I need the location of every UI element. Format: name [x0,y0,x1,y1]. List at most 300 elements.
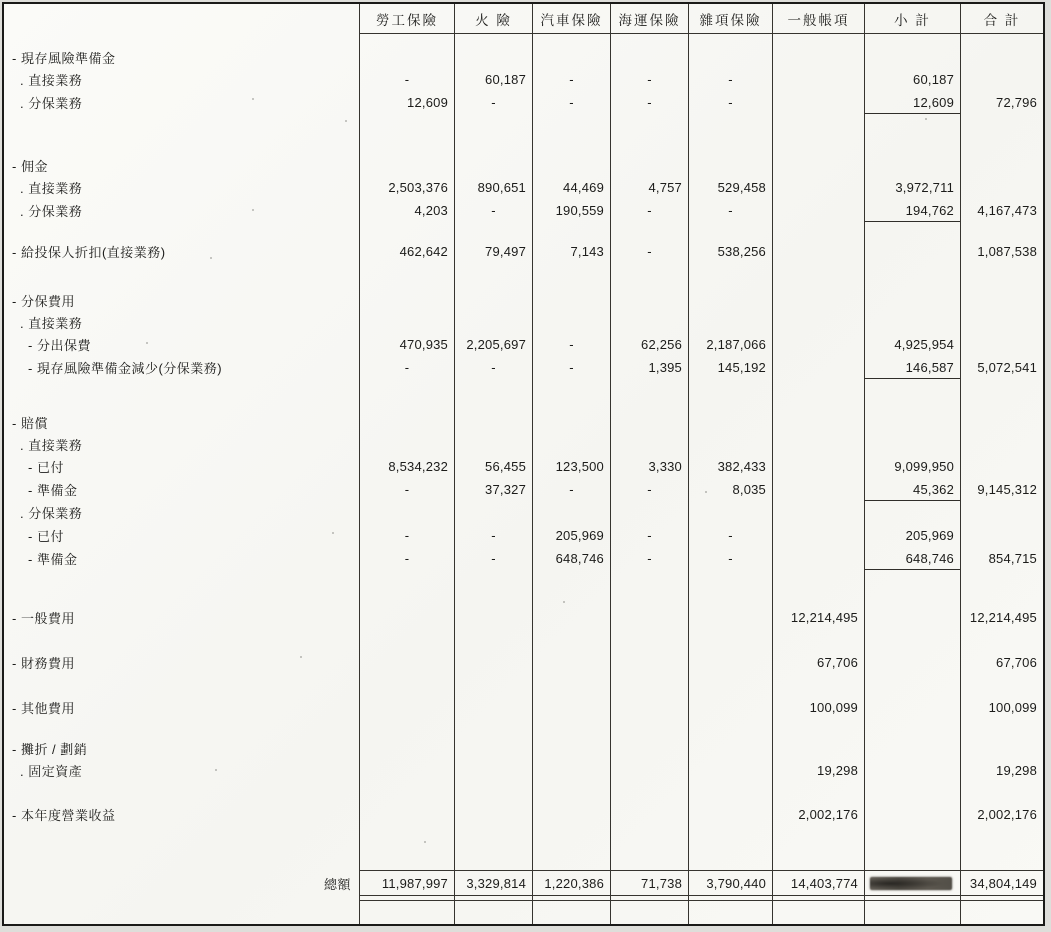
data-cell: 45,362 [864,478,960,501]
data-cell [960,333,1043,356]
data-cell: - [610,240,688,263]
data-cell [772,379,864,411]
data-cell [772,570,864,606]
data-cell [960,781,1043,803]
data-cell [772,222,864,240]
data-cell [772,433,864,455]
data-cell [772,719,864,737]
data-cell [960,176,1043,199]
data-cell [688,379,772,411]
data-cell: - [688,68,772,91]
data-cell [610,570,688,606]
scan-speck [146,342,148,344]
data-cell: 44,469 [532,176,610,199]
data-cell [454,379,532,411]
data-cell [688,433,772,455]
data-cell [960,524,1043,547]
row-label: - 攤折 / 劃銷 [12,741,88,757]
data-cell [359,433,454,455]
data-cell: 12,214,495 [960,606,1043,629]
data-cell [688,311,772,333]
data-cell [532,674,610,696]
data-cell: 19,298 [960,759,1043,781]
data-cell: - [610,91,688,114]
data-cell [688,651,772,674]
data-cell [532,379,610,411]
data-cell: 648,746 [864,547,960,570]
data-cell [359,222,454,240]
data-cell: - [359,68,454,91]
data-cell: 205,969 [864,524,960,547]
data-cell: - [610,199,688,222]
total-cell: 34,804,149 [960,870,1043,896]
data-cell [960,826,1043,870]
data-cell [864,154,960,176]
data-cell [610,501,688,524]
data-cell: 123,500 [532,455,610,478]
data-cell: - [610,68,688,91]
data-cell [772,524,864,547]
data-cell [610,629,688,651]
scan-speck [215,769,217,771]
data-cell [454,46,532,68]
data-cell [532,433,610,455]
row-label: . 直接業務 [20,181,83,196]
data-cell [610,289,688,311]
data-cell [532,803,610,826]
data-cell [454,411,532,433]
data-cell [359,781,454,803]
data-cell [532,154,610,176]
row-label: . 直接業務 [20,315,83,331]
document-page [2,2,1045,926]
data-cell: 19,298 [772,759,864,781]
data-cell: 4,757 [610,176,688,199]
data-cell [960,46,1043,68]
data-cell [610,263,688,289]
data-cell [864,222,960,240]
data-cell [960,289,1043,311]
total-cell: 3,790,440 [688,870,772,896]
data-cell [359,46,454,68]
data-cell: - [359,524,454,547]
data-cell [864,759,960,781]
data-cell [610,411,688,433]
data-cell [359,696,454,719]
data-cell [772,240,864,263]
data-cell: - [688,524,772,547]
data-cell [688,803,772,826]
data-cell [532,263,610,289]
scan-speck [705,491,707,493]
data-cell [610,803,688,826]
data-cell [864,379,960,411]
data-cell [960,455,1043,478]
data-cell: 1,087,538 [960,240,1043,263]
data-cell [688,606,772,629]
data-cell: 67,706 [960,651,1043,674]
row-label: . 直接業務 [20,73,83,88]
scan-speck [252,98,254,100]
data-cell [772,781,864,803]
data-cell [532,719,610,737]
data-cell: 79,497 [454,240,532,263]
row-label: 總額 [323,876,351,892]
row-label [4,34,359,46]
data-cell [688,34,772,46]
data-cell [772,629,864,651]
row-label: - 一般費用 [12,611,75,626]
data-cell [960,433,1043,455]
table-corner-cell [4,4,359,34]
data-cell: - [610,478,688,501]
row-label [4,719,359,737]
data-cell [960,222,1043,240]
row-label: . 分保業務 [20,204,83,219]
data-cell [532,901,610,924]
data-cell: 62,256 [610,333,688,356]
row-label: . 分保業務 [20,506,83,521]
data-cell [532,46,610,68]
data-cell [864,501,960,524]
data-cell [454,222,532,240]
data-cell [454,719,532,737]
data-cell [864,411,960,433]
data-cell: 60,187 [454,68,532,91]
row-label [4,826,359,870]
data-cell: 7,143 [532,240,610,263]
data-cell [454,901,532,924]
data-cell [772,356,864,379]
data-cell [864,719,960,737]
data-cell [772,501,864,524]
data-cell [688,114,772,154]
data-cell [960,311,1043,333]
data-cell [454,826,532,870]
data-cell [960,411,1043,433]
data-cell [772,114,864,154]
data-cell [864,737,960,759]
data-cell: 2,002,176 [960,803,1043,826]
data-cell [359,154,454,176]
data-cell [688,696,772,719]
data-cell: 2,002,176 [772,803,864,826]
data-cell: - [688,547,772,570]
data-cell [772,333,864,356]
row-label: - 已付 [28,460,64,475]
data-cell [688,222,772,240]
row-label: . 分保業務 [20,96,83,111]
data-cell [359,606,454,629]
data-cell [359,719,454,737]
data-cell [359,289,454,311]
data-cell [454,674,532,696]
row-label [4,263,359,289]
data-cell [610,34,688,46]
data-cell [454,433,532,455]
scan-speck [345,120,347,122]
data-cell [772,46,864,68]
scan-speck [424,841,426,843]
data-cell: 3,972,711 [864,176,960,199]
column-header: 汽車保險 [532,4,610,34]
data-cell: 462,642 [359,240,454,263]
row-label: . 固定資產 [20,763,83,779]
data-cell [359,501,454,524]
data-cell [532,289,610,311]
data-cell [454,570,532,606]
data-cell [532,781,610,803]
data-cell [359,114,454,154]
data-cell [960,34,1043,46]
data-cell: - [454,91,532,114]
data-cell: 145,192 [688,356,772,379]
data-cell [532,570,610,606]
data-cell: 9,145,312 [960,478,1043,501]
column-header: 小 計 [864,4,960,34]
data-cell [610,696,688,719]
data-cell: 2,205,697 [454,333,532,356]
data-cell [864,240,960,263]
data-cell [688,781,772,803]
column-header: 火 險 [454,4,532,34]
data-cell [864,629,960,651]
column-header: 一般帳項 [772,4,864,34]
data-cell [359,570,454,606]
data-cell [864,433,960,455]
data-cell: 9,099,950 [864,455,960,478]
data-cell: 1,395 [610,356,688,379]
data-cell: 100,099 [960,696,1043,719]
data-cell [359,411,454,433]
scan-speck [925,118,927,120]
data-cell: - [359,547,454,570]
data-cell [688,501,772,524]
data-cell [532,34,610,46]
data-cell [454,606,532,629]
data-cell [772,411,864,433]
data-cell: 67,706 [772,651,864,674]
data-cell: - [454,547,532,570]
data-cell [359,629,454,651]
data-cell: 854,715 [960,547,1043,570]
data-cell [864,570,960,606]
data-cell [688,826,772,870]
data-cell [610,901,688,924]
data-cell: 4,203 [359,199,454,222]
data-cell: 56,455 [454,455,532,478]
data-cell: 2,187,066 [688,333,772,356]
data-cell: 382,433 [688,455,772,478]
data-cell [772,901,864,924]
data-cell [532,696,610,719]
total-cell: 1,220,386 [532,870,610,896]
data-cell [359,379,454,411]
data-cell [532,222,610,240]
scan-speck [332,532,334,534]
row-label [4,674,359,696]
data-cell [532,311,610,333]
data-cell [864,803,960,826]
data-cell [864,674,960,696]
data-cell [864,34,960,46]
data-cell [454,154,532,176]
data-cell [532,826,610,870]
data-cell [864,826,960,870]
row-label [4,781,359,803]
data-cell [532,501,610,524]
data-cell [772,176,864,199]
data-cell [688,46,772,68]
data-cell: - [688,199,772,222]
data-cell [864,781,960,803]
row-label [4,379,359,411]
data-cell: 72,796 [960,91,1043,114]
data-cell [359,826,454,870]
row-label: - 現存風險準備金 [12,50,116,66]
data-cell [772,199,864,222]
data-cell [610,311,688,333]
data-cell [864,289,960,311]
total-cell [864,870,960,896]
data-cell [454,781,532,803]
data-cell [610,114,688,154]
financial-table [4,4,1043,924]
data-cell [960,263,1043,289]
scan-speck [210,257,212,259]
row-label: - 現存風險準備金減少(分保業務) [28,361,223,376]
data-cell [610,759,688,781]
data-cell [960,114,1043,154]
data-cell [454,651,532,674]
data-cell: 146,587 [864,356,960,379]
data-cell: - [359,478,454,501]
data-cell: - [532,356,610,379]
data-cell [454,629,532,651]
data-cell [359,651,454,674]
row-label: - 本年度營業收益 [12,808,116,823]
total-cell: 14,403,774 [772,870,864,896]
data-cell: 205,969 [532,524,610,547]
data-cell [772,737,864,759]
data-cell [688,570,772,606]
row-label: - 其他費用 [12,701,75,716]
data-cell [864,901,960,924]
data-cell: 2,503,376 [359,176,454,199]
data-cell: - [532,333,610,356]
row-label: - 準備金 [28,552,78,567]
data-cell: 194,762 [864,199,960,222]
data-cell [610,719,688,737]
data-cell [864,651,960,674]
row-label: - 財務費用 [12,656,75,671]
data-cell [960,737,1043,759]
data-cell: - [532,478,610,501]
column-header: 海運保險 [610,4,688,34]
data-cell [610,781,688,803]
data-cell: 470,935 [359,333,454,356]
data-cell [359,803,454,826]
data-cell: - [688,91,772,114]
data-cell [960,68,1043,91]
data-cell [532,737,610,759]
data-cell [454,803,532,826]
data-cell: - [454,199,532,222]
data-cell [454,696,532,719]
data-cell [359,34,454,46]
data-cell [454,263,532,289]
total-cell: 3,329,814 [454,870,532,896]
data-cell [688,411,772,433]
data-cell: 4,167,473 [960,199,1043,222]
row-label [4,629,359,651]
data-cell [772,263,864,289]
data-cell: - [454,356,532,379]
data-cell [359,674,454,696]
total-cell: 71,738 [610,870,688,896]
data-cell: 12,609 [359,91,454,114]
data-cell [359,737,454,759]
data-cell [688,263,772,289]
data-cell [532,114,610,154]
row-label: - 佣金 [12,158,48,174]
data-cell [772,674,864,696]
data-cell [610,154,688,176]
data-cell [359,759,454,781]
row-label [4,570,359,606]
data-cell [454,311,532,333]
data-cell [688,674,772,696]
data-cell [610,606,688,629]
data-cell: 648,746 [532,547,610,570]
data-cell [772,154,864,176]
data-cell [454,114,532,154]
row-label: - 分出保費 [28,338,91,353]
data-cell: - [532,68,610,91]
data-cell [864,46,960,68]
data-cell: 60,187 [864,68,960,91]
data-cell [532,411,610,433]
data-cell: 4,925,954 [864,333,960,356]
data-cell: 100,099 [772,696,864,719]
data-cell [772,311,864,333]
data-cell [772,68,864,91]
data-cell [688,759,772,781]
scan-speck [300,656,302,658]
data-cell [688,901,772,924]
data-cell: 5,072,541 [960,356,1043,379]
data-cell [359,263,454,289]
data-cell [772,289,864,311]
scan-speck [252,209,254,211]
illegible-smudge [870,877,952,890]
row-label [4,114,359,154]
data-cell [960,570,1043,606]
data-cell [610,222,688,240]
data-cell [454,289,532,311]
data-cell [772,455,864,478]
data-cell: 538,256 [688,240,772,263]
data-cell [454,501,532,524]
data-cell [960,379,1043,411]
data-cell [610,651,688,674]
data-cell [454,759,532,781]
data-cell [772,34,864,46]
data-cell: 8,534,232 [359,455,454,478]
row-label: . 直接業務 [20,437,83,453]
data-cell [960,154,1043,176]
row-label: - 已付 [28,529,64,544]
